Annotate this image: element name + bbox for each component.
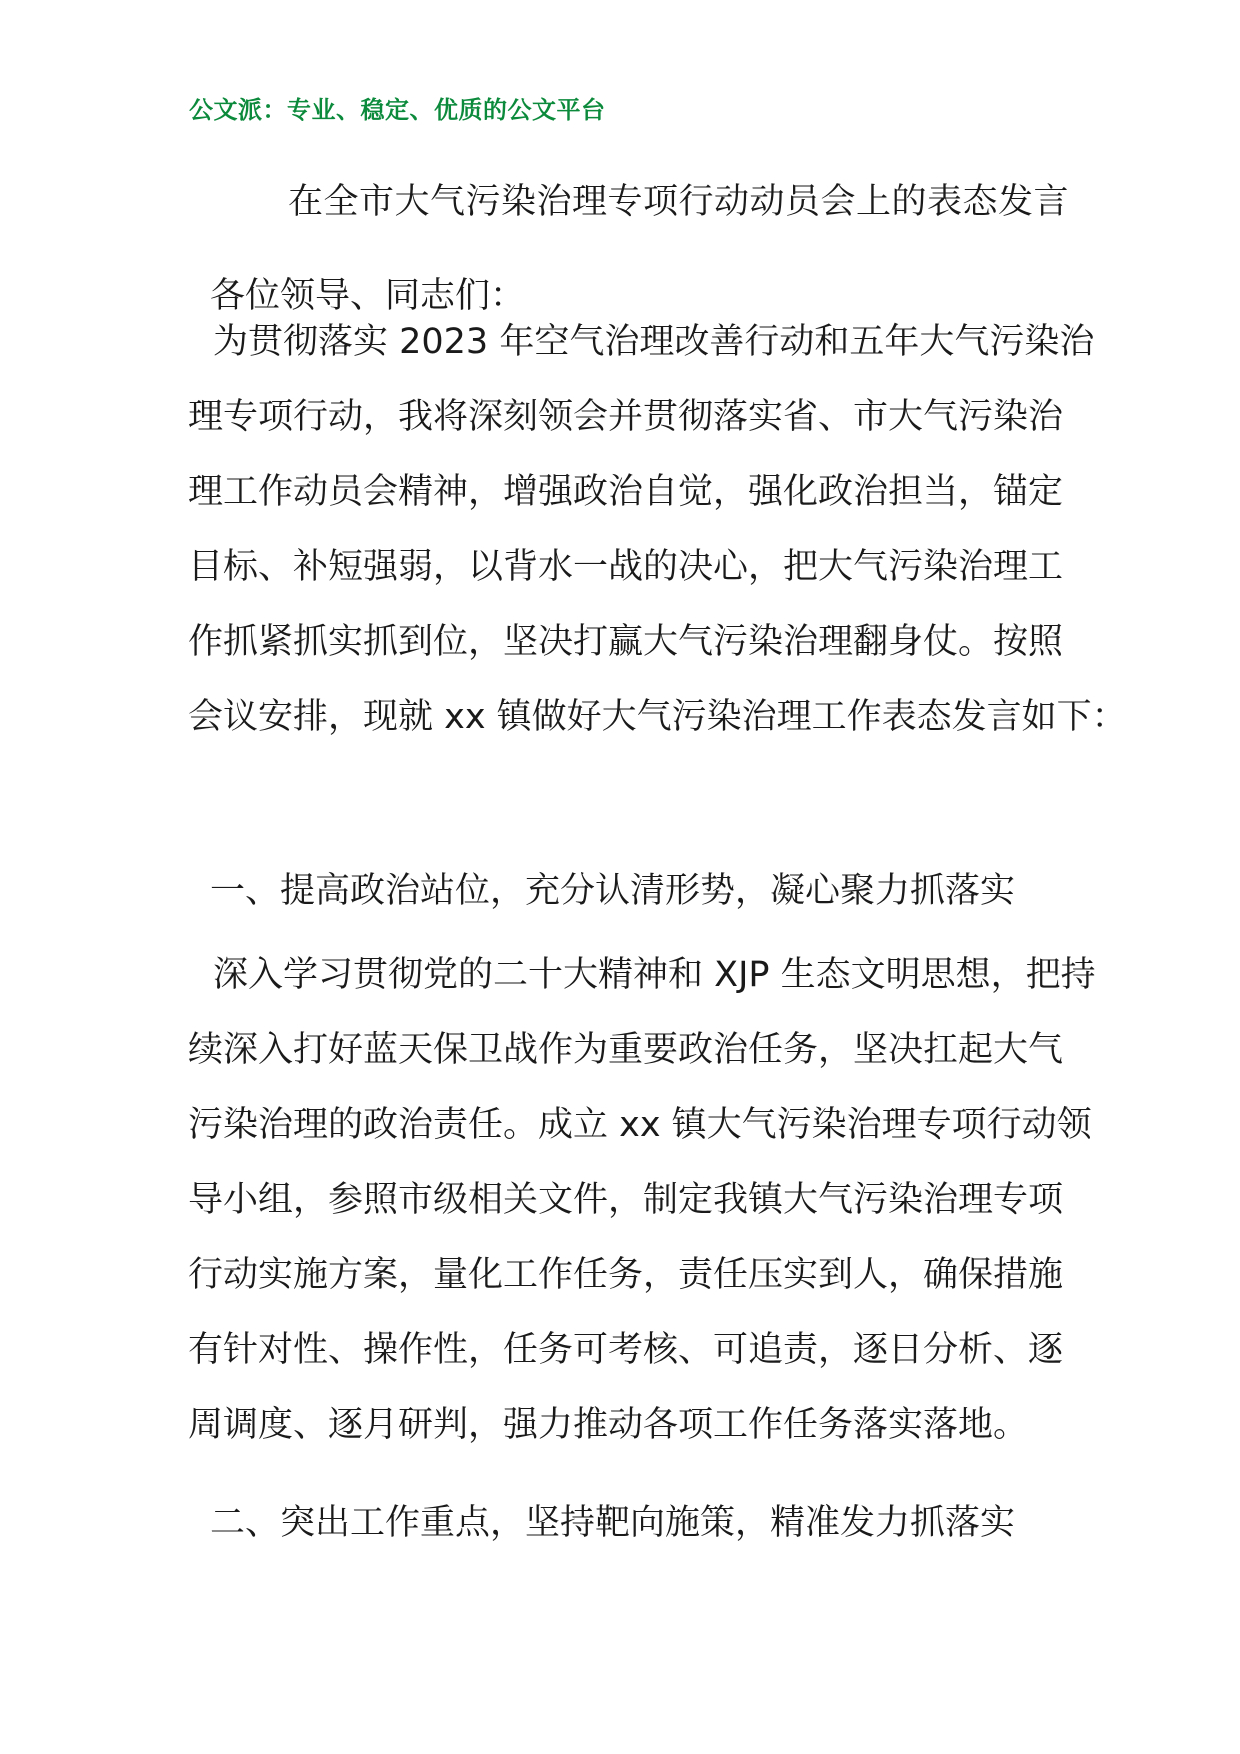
- paragraph-line: 目标、补短强弱，以背水一战的决心，把大气污染治理工: [188, 547, 1064, 587]
- document-title: 在全市大气污染治理专项行动动员会上的表态发言: [288, 182, 1070, 222]
- paragraph-line: 污染治理的政治责任。成立 xx 镇大气污染治理专项行动领: [188, 1105, 1092, 1145]
- paragraph-line: 导小组，参照市级相关文件，制定我镇大气污染治理专项: [188, 1180, 1064, 1220]
- paragraph-line: 理专项行动，我将深刻领会并贯彻落实省、市大气污染治: [188, 397, 1064, 437]
- brand-header: 公文派：专业、稳定、优质的公文平台: [189, 96, 606, 124]
- paragraph-line: 有针对性、操作性，任务可考核、可追责，逐日分析、逐: [188, 1330, 1064, 1370]
- paragraph-line: 会议安排，现就 xx 镇做好大气污染治理工作表态发言如下：: [188, 697, 1127, 737]
- section1-paragraph: [188, 938, 1096, 1463]
- paragraph-line: 行动实施方案，量化工作任务，责任压实到人，确保措施: [188, 1255, 1064, 1295]
- section-heading-2: 二、突出工作重点，坚持靶向施策，精准发力抓落实: [210, 1503, 1016, 1543]
- paragraph-line: 为贯彻落实 2023 年空气治理改善行动和五年大气污染治: [213, 322, 1095, 362]
- paragraph-line: 作抓紧抓实抓到位，坚决打赢大气污染治理翻身仗。按照: [188, 622, 1064, 662]
- paragraph-line: 续深入打好蓝天保卫战作为重要政治任务，坚决扛起大气: [188, 1030, 1064, 1070]
- section-heading-1: 一、提高政治站位，充分认清形势，凝心聚力抓落实: [210, 871, 1016, 911]
- paragraph-line: 深入学习贯彻党的二十大精神和 XJP 生态文明思想，把持: [213, 955, 1096, 995]
- paragraph-line: 周调度、逐月研判，强力推动各项工作任务落实落地。: [188, 1405, 1029, 1445]
- paragraph-line: 理工作动员会精神，增强政治自觉，强化政治担当，锚定: [188, 472, 1064, 512]
- intro-paragraph: [188, 305, 1127, 755]
- salutation: 各位领导、同志们：: [210, 276, 526, 316]
